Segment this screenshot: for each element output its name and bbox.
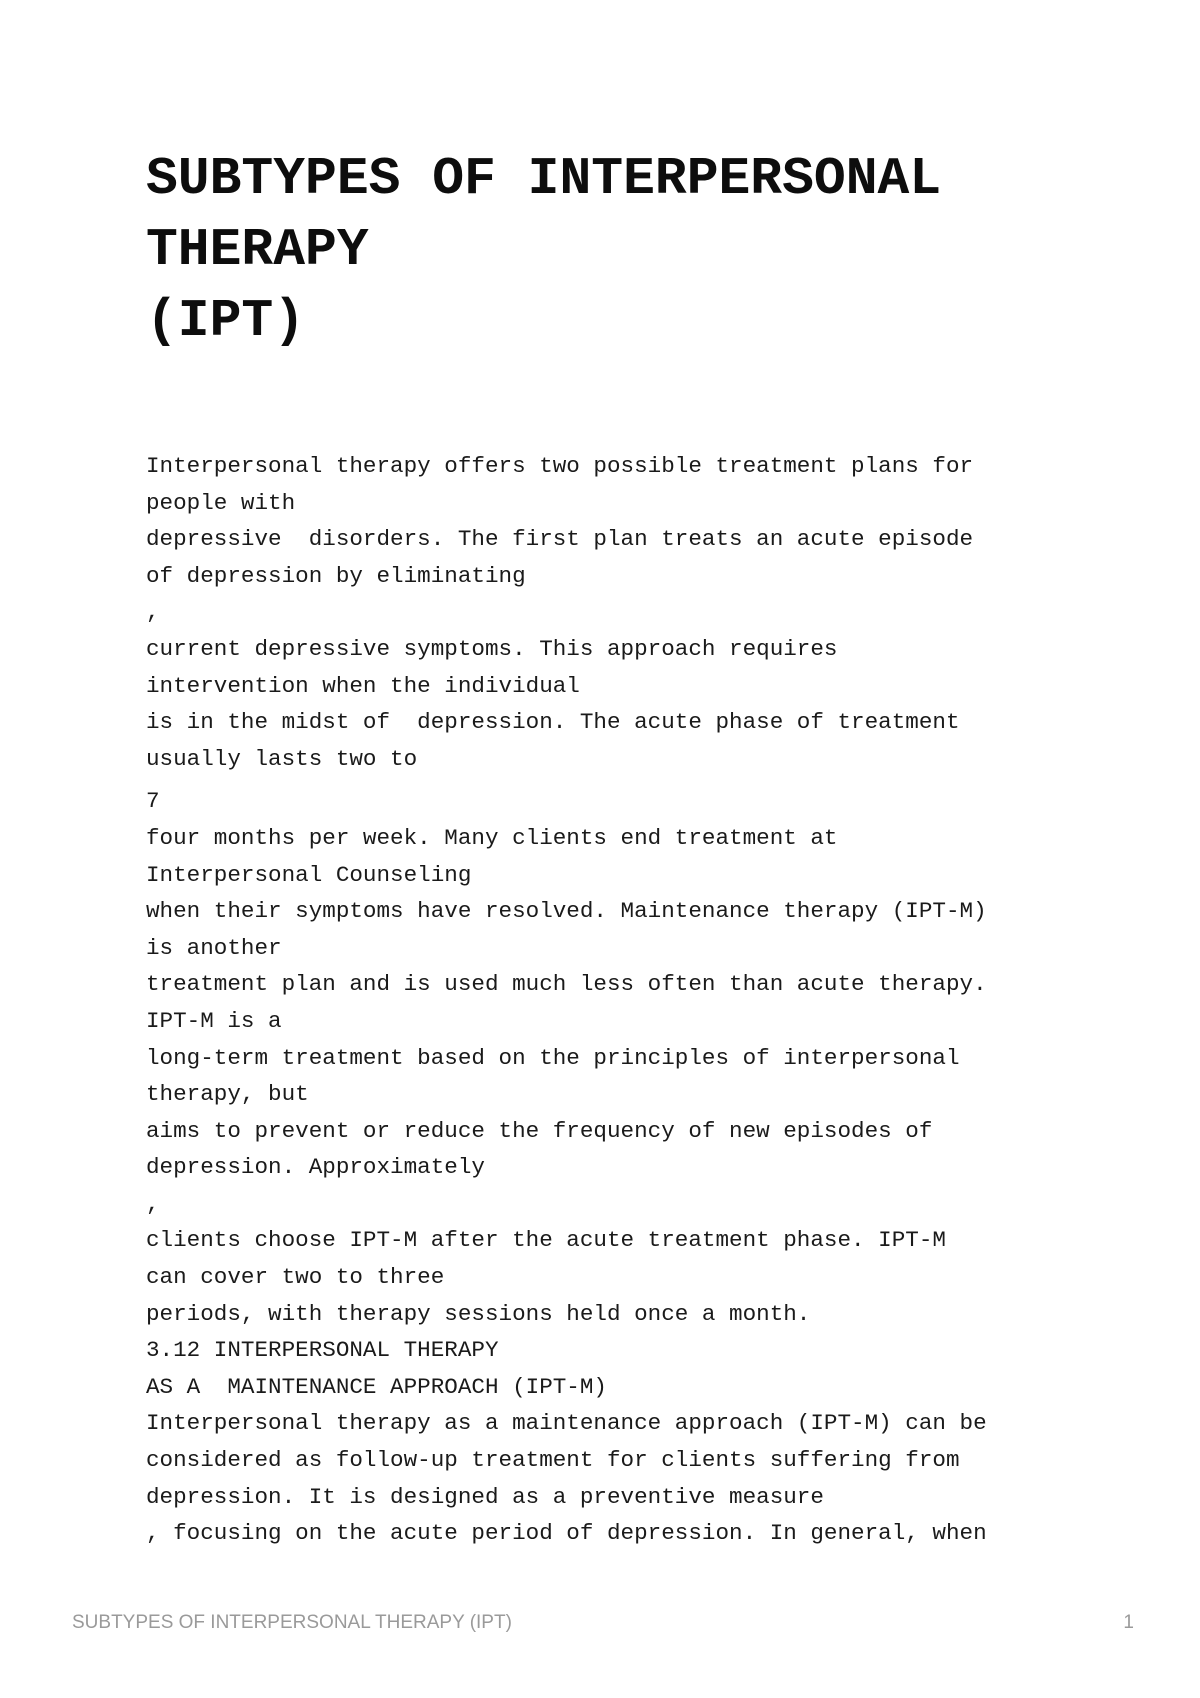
body-line: current depressive symptoms. This approach requires	[146, 635, 838, 662]
body-line: usually lasts two to	[146, 745, 418, 772]
body-line: is another	[146, 934, 282, 961]
title-line: (IPT)	[146, 291, 306, 351]
title-line: SUBTYPES OF INTERPERSONAL	[146, 149, 942, 209]
body-line: ,	[146, 1190, 160, 1217]
body-line: depressive disorders. The first plan treats an acute episode	[146, 526, 974, 553]
body-line: considered as follow-up treatment for clients suffering from	[146, 1447, 960, 1474]
body-line: Interpersonal Counseling	[146, 861, 472, 888]
section-heading-line: AS A MAINTENANCE APPROACH (IPT-M)	[146, 1373, 607, 1400]
body-line: when their symptoms have resolved. Maintenance therapy (IPT-M)	[146, 898, 987, 925]
title-line: THERAPY	[146, 220, 369, 280]
body-line: 7	[146, 788, 160, 815]
document-body	[146, 448, 1146, 1552]
document-title	[146, 144, 1146, 357]
body-line: treatment plan and is used much less often than acute therapy.	[146, 971, 987, 998]
body-line: intervention when the individual	[146, 672, 580, 699]
body-line: IPT-M is a	[146, 1007, 282, 1034]
body-line: periods, with therapy sessions held once a month.	[146, 1300, 811, 1327]
body-line: ,	[146, 599, 160, 626]
body-line: therapy, but	[146, 1081, 309, 1108]
body-line: clients choose IPT-M after the acute treatment phase. IPT-M	[146, 1227, 946, 1254]
body-line: Interpersonal therapy offers two possible treatment plans for	[146, 453, 974, 479]
body-line: people with	[146, 489, 296, 516]
section-heading-line: 3.12 INTERPERSONAL THERAPY	[146, 1337, 499, 1364]
body-line: is in the midst of depression. The acute phase of treatment	[146, 709, 960, 736]
body-line: can cover two to three	[146, 1264, 445, 1291]
body-line: , focusing on the acute period of depression. In general, when	[146, 1520, 987, 1547]
body-line: aims to prevent or reduce the frequency of new episodes of	[146, 1117, 933, 1144]
body-line: long-term treatment based on the principles of interpersonal	[146, 1044, 960, 1071]
body-line: four months per week. Many clients end treatment at	[146, 824, 838, 851]
body-line: depression. Approximately	[146, 1154, 485, 1181]
body-line: Interpersonal therapy as a maintenance approach (IPT-M) can be	[146, 1410, 987, 1437]
page-number: 1	[1123, 1612, 1134, 1633]
body-line: depression. It is designed as a preventive measure	[146, 1483, 824, 1510]
body-line: of depression by eliminating	[146, 562, 526, 589]
footer-title: SUBTYPES OF INTERPERSONAL THERAPY (IPT)	[72, 1612, 512, 1633]
page-footer	[0, 1612, 1200, 1642]
